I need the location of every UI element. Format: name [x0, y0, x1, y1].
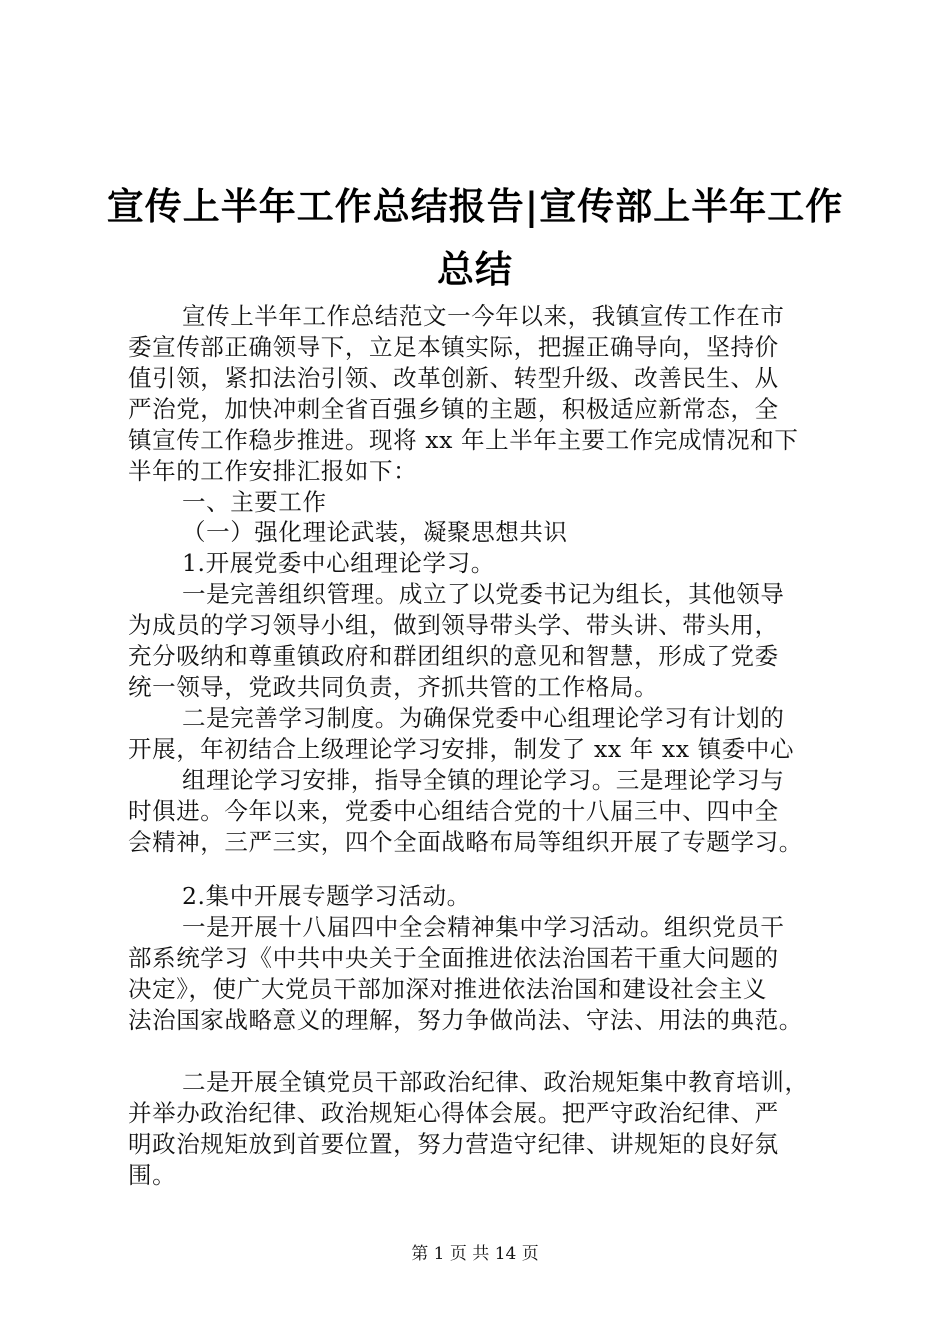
- body-line: 部系统学习《中共中央关于全面推进依法治国若干重大问题的: [128, 944, 779, 972]
- document-title-line-1: 宣传上半年工作总结报告|宣传部上半年工作: [106, 184, 844, 228]
- body-line: 开展，年初结合上级理论学习安排，制发了 xx 年 xx 镇委中心: [128, 735, 795, 763]
- body-line: 组理论学习安排，指导全镇的理论学习。三是理论学习与: [182, 766, 785, 794]
- body-line: 围。: [128, 1161, 177, 1189]
- body-line: 决定》，使广大党员干部加深对推进依法治国和建设社会主义: [128, 975, 767, 1003]
- page-footer: 第 1 页 共 14 页: [411, 1244, 539, 1264]
- body-line: 为成员的学习领导小组，做到领导带头学、带头讲、带头用，: [128, 611, 779, 639]
- body-line: 半年的工作安排汇报如下：: [128, 457, 418, 485]
- body-line: 明政治规矩放到首要位置，努力营造守纪律、讲规矩的良好氛: [128, 1130, 779, 1158]
- body-line: 充分吸纳和尊重镇政府和群团组织的意见和智慧，形成了党委: [128, 642, 779, 670]
- body-line: 二是完善学习制度。为确保党委中心组理论学习有计划的: [182, 704, 785, 732]
- body-line: 严治党，加快冲刺全省百强乡镇的主题，积极适应新常态，全: [128, 395, 779, 423]
- body-line: 一是开展十八届四中全会精神集中学习活动。组织党员干: [182, 913, 785, 941]
- body-line: 一是完善组织管理。成立了以党委书记为组长，其他领导: [182, 580, 785, 608]
- subsection-heading: （一）强化理论武装，凝聚思想共识: [182, 518, 568, 546]
- body-line: 值引领，紧扣法治引领、改革创新、转型升级、改善民生、从: [128, 364, 779, 392]
- item-heading: 1.开展党委中心组理论学习。: [182, 549, 495, 577]
- body-line: 统一领导，党政共同负责，齐抓共管的工作格局。: [128, 673, 659, 701]
- body-line: 并举办政治纪律、政治规矩心得体会展。把严守政治纪律、严: [128, 1099, 779, 1127]
- body-line: 二是开展全镇党员干部政治纪律、政治规矩集中教育培训，: [182, 1068, 809, 1096]
- section-heading: 一、主要工作: [182, 488, 327, 516]
- body-line: 宣传上半年工作总结范文一今年以来，我镇宣传工作在市: [182, 302, 785, 330]
- document-title-line-2: 总结: [437, 247, 513, 291]
- body-line: 会精神，三严三实，四个全面战略布局等组织开展了专题学习。: [128, 828, 803, 856]
- body-line: 法治国家战略意义的理解，努力争做尚法、守法、用法的典范。: [128, 1006, 803, 1034]
- body-line: 委宣传部正确领导下，立足本镇实际，把握正确导向，坚持价: [128, 333, 779, 361]
- body-line: 镇宣传工作稳步推进。现将 xx 年上半年主要工作完成情况和下: [128, 426, 799, 454]
- item-heading: 2.集中开展专题学习活动。: [182, 882, 471, 910]
- body-line: 时俱进。今年以来，党委中心组结合党的十八届三中、四中全: [128, 797, 779, 825]
